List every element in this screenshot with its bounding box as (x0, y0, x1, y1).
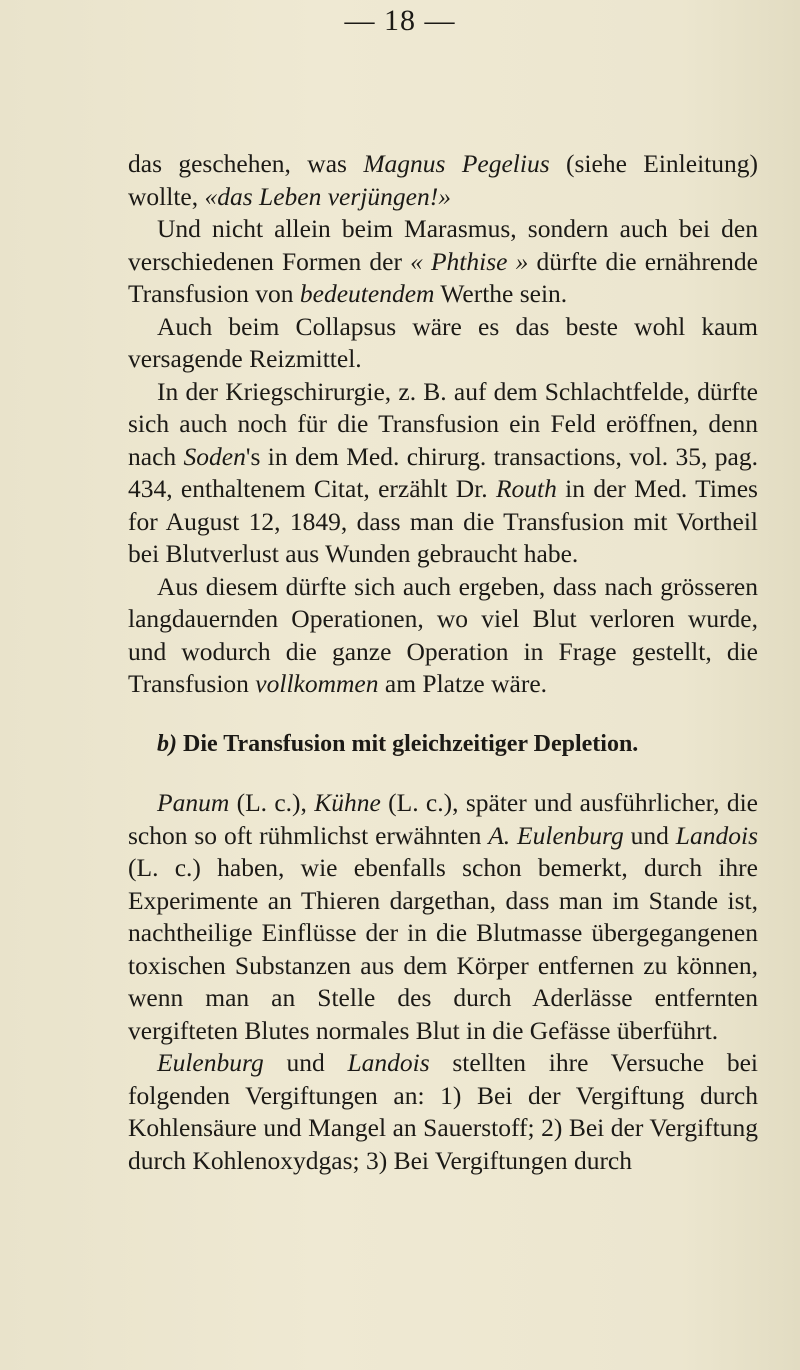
text-run: Werthe sein. (434, 279, 568, 308)
text-run: (L. c.), (229, 788, 315, 817)
body-text (128, 148, 758, 1177)
paragraph-6 (128, 787, 758, 1047)
page-number: — 18 — (344, 4, 456, 37)
italic-name: Routh (495, 474, 557, 503)
text-run: (L. c.), später und ausführlicher, die schon so oft rühmlichst erwähnten (128, 788, 758, 850)
italic-name: Panum (157, 788, 230, 817)
text-run: und (623, 820, 676, 850)
text-run: (siehe Einleitung) wollte, (128, 149, 758, 211)
italic-name: Landois (347, 1048, 430, 1077)
paragraph-4 (128, 376, 758, 571)
italic-name: Kühne (314, 788, 381, 817)
text-run: und (263, 1048, 348, 1077)
text-run: (L. c.) haben, wie ebenfalls schon bemerkt, durch ihre Experimente an Thieren dargethan, dass man im Stande ist, nachtheilige Einflüsse der in die Blutmasse übergegangenen toxischen Substanzen aus dem Körper entfernen zu können, wenn man an Stelle des durch Aderlässe entfernten vergifteten Blutes normales Blut in die Gefässe überführt. (128, 853, 758, 1045)
italic-emphasis: vollkommen (255, 669, 379, 698)
paragraph-3 (128, 311, 758, 376)
text-run: dürfte die ernährende Transfusion von (128, 246, 758, 308)
italic-name: Magnus Pegelius (363, 149, 550, 178)
text-run: am Platze wäre. (378, 669, 548, 698)
italic-term: « Phthise » (410, 246, 529, 276)
paragraph-7 (128, 1047, 758, 1177)
italic-emphasis: bedeutendem (299, 279, 435, 308)
paragraph-1 (128, 148, 758, 213)
text-run: 's in dem Med. chirurg. transactions, vol. 35, pag. 434, enthaltenem Citat, erzählt Dr. (128, 441, 758, 503)
text-run: stellten ihre Versuche bei folgenden Vergiftungen an: 1) Bei der Vergiftung durch Kohlensäure und Mangel an Sauerstoff; 2) Bei der Vergiftung durch Kohlenoxydgas; 3) Bei Vergiftungen durch (128, 1048, 759, 1175)
text-run: Und nicht allein beim Marasmus, sondern auch bei den verschiedenen Formen der (128, 214, 758, 276)
text-run: Aus diesem dürfte sich auch ergeben, dass nach grösseren langdauernden Operationen, wo viel Blut verloren wurde, und wodurch die ganze Operation in Frage gestellt, die Transfusion (128, 571, 758, 698)
italic-name: Landois (675, 820, 758, 850)
italic-name: A. Eulenburg (488, 820, 624, 850)
paragraph-5 (128, 571, 758, 701)
italic-quote: «das Leben verjüngen!» (204, 181, 451, 211)
section-title: Die Transfusion mit gleichzeitiger Depletion. (183, 730, 639, 757)
italic-name: Soden (183, 441, 246, 471)
italic-name: Eulenburg (157, 1048, 264, 1077)
text-run: das geschehen, was (128, 149, 364, 178)
section-heading (128, 728, 758, 761)
text-run: in der Med. Times for August 12, 1849, dass man die Transfusion mit Vortheil bei Blutverlust aus Wunden gebraucht habe. (128, 474, 758, 568)
text-run: Auch beim Collapsus wäre es das beste wohl kaum versagende Reizmittel. (128, 311, 758, 373)
section-letter: b) (157, 730, 177, 757)
paragraph-2 (128, 213, 758, 311)
text-run: In der Kriegschirurgie, z. B. auf dem Schlachtfelde, dürfte sich auch noch für die Transfusion ein Feld eröffnen, denn nach (128, 376, 758, 471)
